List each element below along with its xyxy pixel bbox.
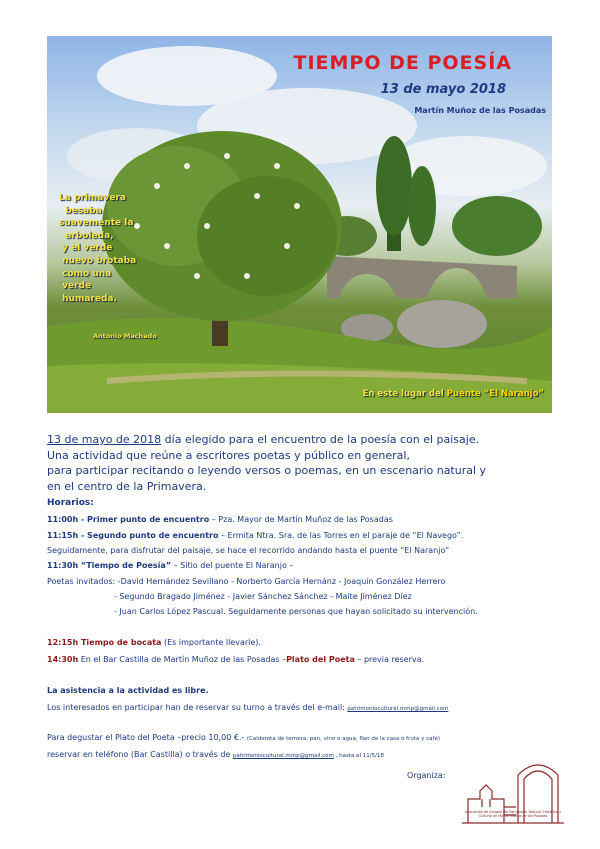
organizer-logo-icon [458, 740, 568, 840]
schedule-item-5-text: En el Bar Castilla de Martín Muñoz de las Posadas – [78, 655, 287, 664]
schedule-item-4-time: 12:15h Tiempo de bocata [47, 638, 162, 647]
phone-text: reservar en teléfono (Bar Castilla) o través de [47, 750, 233, 759]
intro-date: 13 de mayo de 2018 [47, 433, 162, 446]
poets-line-2: - Segundo Bragado Jiménez - Javier Sánchez Sánchez - Maite Jiménez Díez [114, 592, 412, 601]
phone-end: , hasta el 11/5/18 [333, 753, 384, 759]
event-place: Martín Muñoz de las Posadas [414, 106, 546, 115]
schedule-item-4-text: (Es importante llevarle). [161, 638, 261, 647]
poets-line-3: - Juan Carlos López Pascual. Seguidamente personas que hayan solicitado su intervención. [114, 607, 478, 616]
schedule-item-4 [47, 638, 261, 647]
schedule-item-2-text: – Ermita Ntra. Sra. de las Torres en el paraje de “El Navego”. [218, 531, 464, 540]
plate-line [47, 733, 440, 742]
event-title: TIEMPO DE POESÍA [293, 52, 512, 74]
schedule-item-2 [47, 531, 463, 540]
schedule-item-1-text: – Pza. Mayor de Martín Muñoz de las Posadas [209, 515, 393, 524]
reserve-line [47, 703, 448, 712]
organizer-logo-text: Asociación de Amigos del Patrimonio Natural, Histórico y Cultural de Martín Muñoz de las Posadas [464, 810, 562, 819]
reserve-text: Los interesados en participar han de reservar su turno a través del e-mail: [47, 703, 348, 712]
intro-line-3: para participar recitando o leyendo versos o poemas, en un escenario natural y [47, 464, 487, 477]
schedule-item-1-time: 11:00h - Primer punto de encuentro [47, 515, 210, 524]
organizer-label: Organiza: [407, 771, 446, 780]
reserve-email-link[interactable]: patrimoniocultural.mmp@gmail.com [347, 706, 449, 712]
schedule-item-5-end: – previa reserva. [354, 655, 425, 664]
schedule-item-3-time: 11:30h “Tiempo de Poesía” [47, 561, 172, 570]
event-date: 13 de mayo 2018 [380, 82, 506, 97]
poem-author: Antonio Machado [93, 332, 157, 340]
schedule-item-1 [47, 515, 393, 524]
free-attendance: La asistencia a la actividad es libre. [47, 686, 209, 695]
schedule-item-5 [47, 655, 424, 664]
phone-email-link[interactable]: patrimoniocultural.mmp@gmail.com [232, 753, 334, 759]
schedule-item-2-time: 11:15h - Segundo punto de encuentro [47, 531, 219, 540]
schedule-item-5-time: 14:30h [47, 655, 79, 664]
poem-text: La primavera besaba suavemente la arboleda, y el verde nuevo brotaba como una verde humareda. [59, 193, 137, 304]
photo-caption [363, 389, 544, 399]
hero-photo [47, 36, 552, 413]
schedule-item-5-bold: Plato del Poeta [286, 655, 355, 664]
schedule-item-3 [47, 561, 293, 570]
intro-line-2: Una actividad que reúne a escritores poetas y público en general, [47, 448, 410, 462]
plate-text: Para degustar el Plato del Poeta –precio 10,00 €.- [47, 733, 247, 742]
intro-paragraph [47, 432, 567, 494]
intro-line-1-rest: día elegido para el encuentro de la poesía con el paisaje. [161, 433, 480, 446]
plate-detail: (Caldereta de ternera, pan, vino o agua, flan de la casa o fruta y café) [246, 736, 440, 742]
poets-line-1: Poetas invitados: -David Hernández Sevillano - Norberto García Hernánz - Joaquín González Herrero [47, 577, 446, 586]
caption-prefix: En este lugar del [362, 389, 444, 399]
intro-line-4: en el centro de la Primavera. [47, 479, 207, 493]
schedule-item-2-note: Seguidamente, para disfrutar del paisaje, se hace el recorrido andando hasta el puente “El Naranjo” [47, 546, 450, 555]
caption-bridge: Puente “El Naranjo” [446, 389, 544, 399]
schedule-heading: Horarios: [47, 498, 94, 508]
schedule-item-3-text: – Sitio del puente El Naranjo – [171, 561, 294, 570]
intro-line-1 [47, 432, 567, 448]
phone-line [47, 750, 384, 759]
